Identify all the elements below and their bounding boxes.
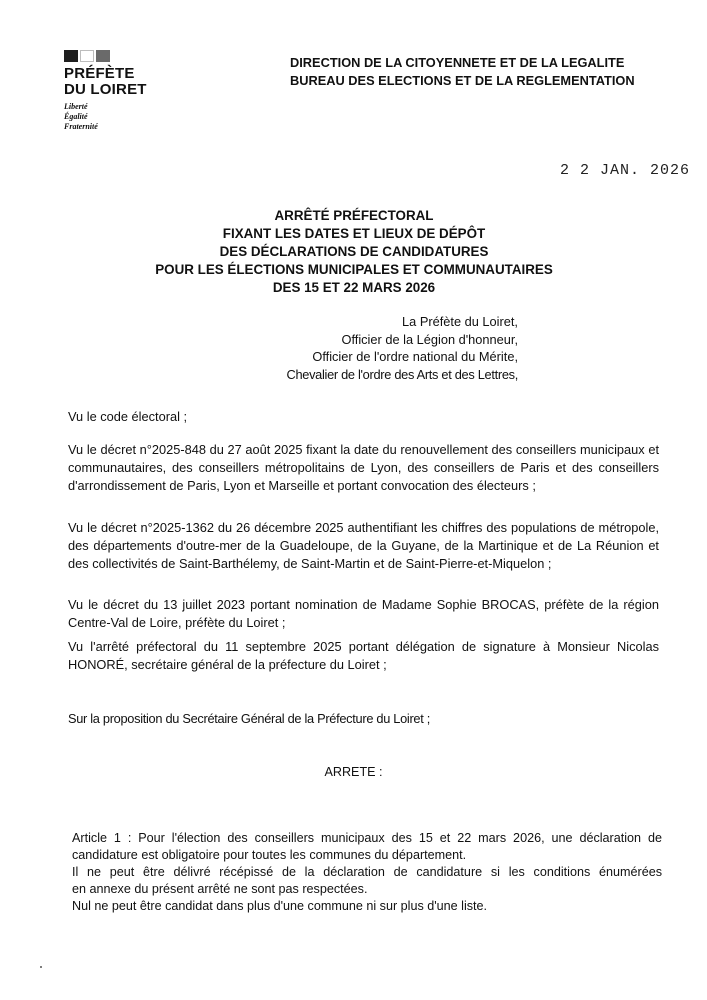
prefecture-logo	[64, 50, 174, 132]
decree-title	[100, 207, 608, 297]
visa-decret-2025-1362: Vu le décret n°2025-1362 du 26 décembre 2025 authentifiant les chiffres des populations de métropole, des départements d'outre-mer de la Guadeloupe, de la Guyane, de la Martinique et de La Réunion et des collectivités de Saint-Barthélemy, de Saint-Martin et de Saint-Pierre-et-Miquelon ;	[68, 520, 659, 571]
motto-fraternite: Fraternité	[64, 122, 98, 131]
signatory-line: Chevalier de l'ordre des Arts et des Lettres,	[286, 366, 518, 382]
marianne-flag-icon	[64, 50, 174, 62]
visa-decret-nomination: Vu le décret du 13 juillet 2023 portant nomination de Madame Sophie BROCAS, préfète de la région Centre-Val de Loire, préfète du Loiret ;	[68, 597, 659, 630]
title-line: DES DÉCLARATIONS DE CANDIDATURES	[219, 244, 489, 259]
motto-liberte: Liberté	[64, 102, 88, 111]
signatory-line: Officier de l'ordre national du Mérite,	[312, 349, 518, 365]
issuing-department	[290, 54, 680, 90]
direction-line1: DIRECTION DE LA CITOYENNETE ET DE LA LEGALITE	[290, 55, 625, 70]
title-line: FIXANT LES DATES ET LIEUX DE DÉPÔT	[222, 226, 486, 241]
date-stamp: 2 2 JAN. 2026	[560, 162, 691, 179]
article-1-line: Nul ne peut être candidat dans plus d'une commune ni sur plus d'une liste.	[72, 899, 488, 913]
visa-decret-2025-848: Vu le décret n°2025-848 du 27 août 2025 fixant la date du renouvellement des conseillers municipaux et communautaires, des conseillers métropolitains de Lyon, des conseillers de Paris et des conseillers d'arrondissement de Paris, Lyon et Marseille et portant convocation des électeurs ;	[68, 442, 659, 493]
article-1-line: en annexe du présent arrêté ne sont pas respectées.	[72, 882, 368, 896]
article-1-line: Article 1 : Pour l'élection des conseillers municipaux des 15 et 22 mars 2026, une déclaration de	[72, 831, 662, 845]
logo-name-line2: DU LOIRET	[64, 81, 147, 98]
direction-line2: BUREAU DES ELECTIONS ET DE LA REGLEMENTATION	[290, 73, 635, 88]
signatory-line: La Préfète du Loiret,	[402, 314, 518, 329]
visa-code-electoral: Vu le code électoral ;	[68, 409, 188, 424]
article-1-line: Il ne peut être délivré récépissé de la déclaration de candidature si les conditions énumérées	[72, 865, 662, 879]
visa-arrete-delegation: Vu l'arrêté préfectoral du 11 septembre 2025 portant délégation de signature à Monsieur Nicolas HONORÉ, secrétaire général de la préfecture du Loiret ;	[68, 639, 659, 672]
motto-egalite: Égalité	[64, 112, 88, 121]
signatory-line: Officier de la Légion d'honneur,	[341, 331, 518, 347]
article-1	[72, 830, 662, 915]
logo-name-line1: PRÉFÈTE	[64, 65, 135, 82]
scan-speck	[40, 966, 42, 968]
title-line: POUR LES ÉLECTIONS MUNICIPALES ET COMMUNAUTAIRES	[155, 262, 553, 277]
article-1-line: candidature est obligatoire pour toutes les communes du département.	[72, 848, 467, 862]
title-line: ARRÊTÉ PRÉFECTORAL	[274, 208, 434, 223]
arrete-heading: ARRETE :	[324, 765, 383, 779]
proposal-line: Sur la proposition du Secrétaire Général de la Préfecture du Loiret ;	[68, 711, 431, 726]
logo-motto	[64, 102, 174, 132]
title-line: DES 15 ET 22 MARS 2026	[272, 280, 436, 295]
signatory-block	[238, 313, 518, 383]
